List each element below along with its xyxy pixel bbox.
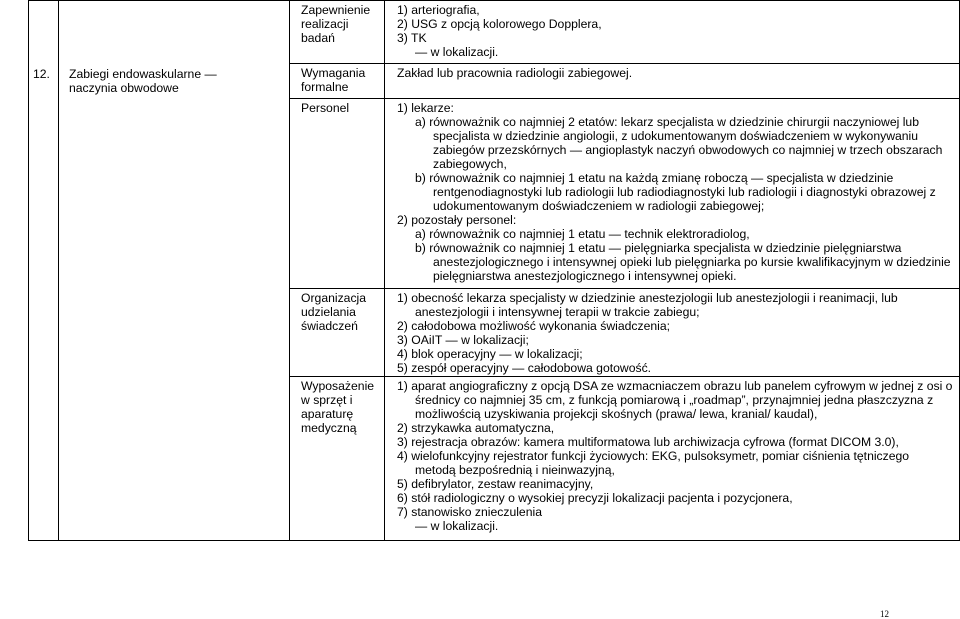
category-wymagania [290, 64, 385, 99]
content-line: a) równoważnik co najmniej 2 etatów: lekarz specjalista w dziedzinie chirurgii naczyniowej lub specjalista w dziedzinie angiologii, z udokumentowanym doświadczeniem w wykonywaniu zabiegów przezskórnych — angioplastyk naczyń obwodowych co najmniej w trzech obszarach zabiegowych, [415, 115, 943, 171]
content-line: 1) lekarze: [397, 101, 454, 115]
content-line: 1) arteriografia, [397, 3, 480, 17]
requirements-table [28, 0, 960, 541]
category-label: Wyposażenie w sprzęt i aparaturę medyczną [301, 379, 375, 435]
content-line: 3) rejestracja obrazów: kamera multiformatowa lub archiwizacja cyfrowa (format DICOM 3.0), [397, 435, 899, 449]
category-wyposazenie [290, 377, 385, 541]
content-organizacja [385, 289, 960, 377]
content-line: Zakład lub pracownia radiologii zabiegowej. [397, 66, 633, 80]
category-organizacja [290, 289, 385, 377]
content-line: 1) aparat angiograficzny z opcją DSA ze wzmacniaczem obrazu lub panelem cyfrowym w jednej z osi o średnicy co najmniej 35 cm, z funkcją pomiarową i „roadmap”, przynajmniej jedna płaszczyzna z możliwością uzyskiwania projekcji skośnych (prawa/ lewa, kranial/ kaudal), [397, 379, 953, 421]
content-line: 3) OAiIT — w lokalizacji; [397, 333, 529, 347]
content-line: 2) USG z opcją kolorowego Dopplera, [397, 17, 602, 31]
content-wyposazenie [385, 377, 960, 541]
procedure-name-cell [59, 1, 290, 541]
content-line: b) równoważnik co najmniej 1 etatu na każdą zmianę roboczą — specjalista w dziedzinie rentgenodiagnostyki lub radiologii lub radiodiagnostyki lub radiologii i diagnostyki obrazowej z udokumentowanym doświadczeniem w radiologii zabiegowej; [415, 171, 936, 213]
row-number: 12. [33, 67, 50, 81]
content-line: 1) obecność lekarza specjalisty w dziedzinie anestezjologii lub anestezjologii i reanimacji, lub anestezjologii i intensywnej terapii w trakcie zabiegu; [397, 291, 898, 319]
content-line: 2) pozostały personel: [397, 213, 517, 227]
page-number: 12 [880, 609, 889, 619]
content-line: 4) blok operacyjny — w lokalizacji; [397, 347, 583, 361]
content-line: b) równoważnik co najmniej 1 etatu — pielęgniarka specjalista w dziedzinie pielęgniarstwa anestezjologicznego i intensywnej opieki lub pielęgniarka po kursie kwalifikacyjnym w dziedzinie pielęgniarstwa anestezjologicznego i intensywnej opieki. [415, 241, 951, 283]
category-label: Personel [301, 101, 350, 115]
content-line: 3) TK [397, 31, 427, 45]
content-line: — w lokalizacji. [415, 45, 499, 59]
content-line: 4) wielofunkcyjny rejestrator funkcji życiowych: EKG, pulsoksymetr, pomiar ciśnienia tętniczego metodą bezpośrednią i nieinwazyjną, [397, 449, 910, 477]
content-line: 5) zespół operacyjny — całodobowa gotowość. [397, 361, 652, 375]
content-line: 2) całodobowa możliwość wykonania świadczenia; [397, 319, 670, 333]
content-wymagania [385, 64, 960, 99]
row-zapewnienie [29, 1, 960, 64]
content-line: 7) stanowisko znieczulenia [397, 505, 542, 519]
category-label: Zapewnienie realizacji badań [301, 3, 371, 45]
category-zapewnienie [290, 1, 385, 64]
content-line: 6) stół radiologiczny o wysokiej precyzji lokalizacji pacjenta i pozycjonera, [397, 491, 793, 505]
row-number-cell [29, 1, 59, 541]
category-label: Wymagania formalne [301, 66, 366, 94]
content-personel [385, 99, 960, 289]
content-zapewnienie [385, 1, 960, 64]
content-line: 2) strzykawka automatyczna, [397, 421, 555, 435]
category-personel [290, 99, 385, 289]
category-label: Organizacja udzielania świadczeń [301, 291, 367, 333]
content-line: 5) defibrylator, zestaw reanimacyjny, [397, 477, 594, 491]
content-line: — w lokalizacji. [415, 519, 499, 533]
content-line: a) równoważnik co najmniej 1 etatu — technik elektroradiolog, [415, 227, 750, 241]
procedure-name: Zabiegi endowaskularne — naczynia obwodowe [69, 67, 217, 95]
